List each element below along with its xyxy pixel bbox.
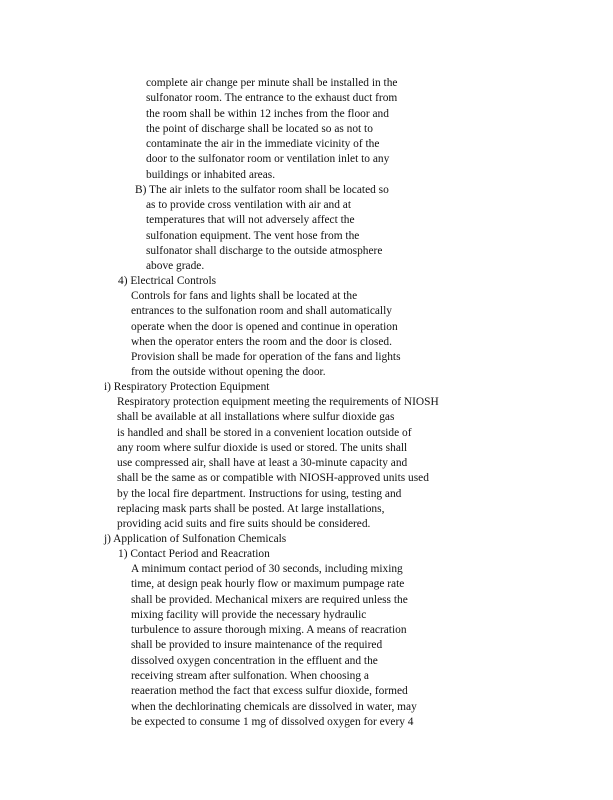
text-line: dissolved oxygen concentration in the effluent and the bbox=[131, 654, 378, 667]
text-line: shall be provided. Mechanical mixers are required unless the bbox=[131, 593, 408, 606]
text-line: the point of discharge shall be located so as not to bbox=[146, 122, 373, 135]
text-line: operate when the door is opened and continue in operation bbox=[131, 320, 398, 333]
text-line: 4) Electrical Controls bbox=[118, 275, 217, 287]
text-line: complete air change per minute shall be installed in the bbox=[146, 77, 398, 89]
electrical-controls-heading bbox=[118, 274, 216, 289]
respiratory-paragraph bbox=[117, 395, 439, 533]
air-inlets-paragraph bbox=[146, 198, 382, 274]
text-line: 1) Contact Period and Reacration bbox=[118, 548, 270, 560]
text-line: time, at design peak hourly flow or maximum pumpage rate bbox=[131, 578, 405, 591]
air-inlets-heading bbox=[135, 183, 389, 198]
text-line: shall be provided to insure maintenance of the required bbox=[131, 639, 383, 652]
text-line: the room shall be within 12 inches from the floor and bbox=[146, 107, 389, 120]
text-line: providing acid suits and fire suits should be considered. bbox=[117, 518, 371, 531]
text-line: sulfonation equipment. The vent hose from the bbox=[146, 229, 360, 242]
text-line: be expected to consume 1 mg of dissolved oxygen for every 4 bbox=[131, 715, 414, 728]
text-line: from the outside without opening the door. bbox=[131, 366, 326, 379]
text-line: j) Application of Sulfonation Chemicals bbox=[104, 533, 287, 545]
text-line: reaeration method the fact that excess sulfur dioxide, formed bbox=[131, 685, 408, 698]
text-line: when the dechlorinating chemicals are dissolved in water, may bbox=[131, 700, 417, 713]
text-line: i) Respiratory Protection Equipment bbox=[104, 381, 270, 393]
contact-period-heading bbox=[118, 547, 270, 562]
text-line: A minimum contact period of 30 seconds, including mixing bbox=[131, 563, 403, 575]
text-line: Controls for fans and lights shall be located at the bbox=[131, 290, 358, 302]
text-line: door to the sulfonator room or ventilation inlet to any bbox=[146, 153, 390, 166]
text-line: entrances to the sulfonation room and shall automatically bbox=[131, 305, 392, 318]
text-line: sulfonator shall discharge to the outside atmosphere bbox=[146, 244, 383, 257]
text-line: turbulence to assure thorough mixing. A means of reacration bbox=[131, 624, 407, 637]
contact-period-paragraph bbox=[131, 562, 417, 730]
text-line: above grade. bbox=[146, 260, 205, 273]
text-line: as to provide cross ventilation with air and at bbox=[146, 199, 351, 211]
text-line: Provision shall be made for operation of the fans and lights bbox=[131, 351, 401, 364]
text-line: by the local fire department. Instructions for using, testing and bbox=[117, 487, 402, 500]
text-line: receiving stream after sulfonation. When choosing a bbox=[131, 670, 369, 683]
text-line: temperatures that will not adversely affect the bbox=[146, 214, 355, 227]
text-line: is handled and shall be stored in a convenient location outside of bbox=[117, 426, 412, 439]
text-line: any room where sulfur dioxide is used or stored. The units shall bbox=[117, 441, 408, 454]
text-line: shall be available at all installations where sulfur dioxide gas bbox=[117, 411, 395, 424]
text-line: shall be the same as or compatible with NIOSH-approved units used bbox=[117, 472, 429, 485]
text-line: use compressed air, shall have at least a 30-minute capacity and bbox=[117, 457, 408, 470]
respiratory-heading bbox=[104, 380, 269, 395]
application-heading bbox=[104, 532, 286, 547]
ventilation-paragraph bbox=[146, 76, 397, 183]
electrical-controls-paragraph bbox=[131, 289, 401, 381]
text-line: Respiratory protection equipment meeting the requirements of NIOSH bbox=[117, 396, 439, 408]
text-line: mixing facility will provide the necessary hydraulic bbox=[131, 608, 367, 621]
text-line: buildings or inhabited areas. bbox=[146, 168, 276, 181]
text-line: B) The air inlets to the sulfator room shall be located so bbox=[135, 184, 389, 196]
text-line: replacing mask parts shall be posted. At large installations, bbox=[117, 503, 385, 516]
text-line: contaminate the air in the immediate vicinity of the bbox=[146, 138, 380, 151]
text-line: sulfonator room. The entrance to the exhaust duct from bbox=[146, 92, 398, 105]
text-line: when the operator enters the room and the door is closed. bbox=[131, 335, 392, 348]
